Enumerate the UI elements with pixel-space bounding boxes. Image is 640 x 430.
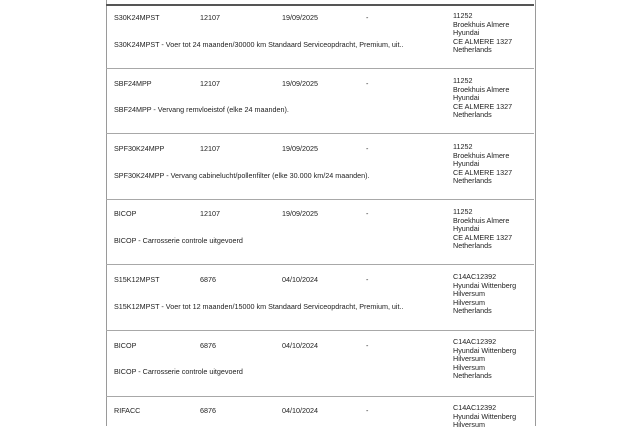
dealer-country: Netherlands [453,306,492,315]
operation-code: SBF24MPP [114,79,152,88]
status-value: - [366,79,369,88]
dealer-code: C14AC12392 [453,272,497,281]
status-value: - [366,275,369,284]
status-value: - [366,209,369,218]
service-date: 04/10/2024 [282,275,318,284]
operation-code: BICOP [114,209,137,218]
dealer-country: Netherlands [453,241,492,250]
dealer-country: Netherlands [453,371,492,380]
dealer-address: Hilversum [453,362,485,372]
status-value: - [366,144,369,153]
reference-number: 12107 [200,209,220,218]
dealer-code: C14AC12392 [453,403,497,412]
dealer-address: Hilversum [453,297,485,307]
row-divider [106,133,534,134]
operation-description: BICOP - Carrosserie controle uitgevoerd [114,236,243,245]
operation-description: BICOP - Carrosserie controle uitgevoerd [114,367,243,376]
dealer-info [453,12,512,55]
row-divider [106,4,534,6]
operation-description: S30K24MPST - Voer tot 24 maanden/30000 km Standaard Serviceopdracht, Premium, uit.. [114,40,404,49]
operation-code: SPF30K24MPP [114,144,165,153]
row-divider [106,396,534,397]
dealer-city: Hilversum [453,289,485,298]
row-divider [106,199,534,200]
dealer-brand: Hyundai [453,28,480,37]
dealer-brand: Hyundai [453,159,480,168]
dealer-name: Broekhuis Almere [453,84,510,94]
row-divider [106,330,534,331]
operation-description: SBF24MPP - Vervang remvloeistof (elke 24 maanden). [114,105,289,114]
dealer-info [453,143,512,186]
dealer-name: Broekhuis Almere [453,150,510,160]
reference-number: 12107 [200,13,220,22]
service-date: 19/09/2025 [282,209,318,218]
dealer-info [453,77,512,120]
operation-code: S15K12MPST [114,275,160,284]
dealer-country: Netherlands [453,45,492,54]
operation-code: BICOP [114,341,137,350]
service-date: 19/09/2025 [282,79,318,88]
reference-number: 6876 [200,406,216,415]
dealer-address: CE ALMERE 1327 [453,167,513,177]
reference-number: 6876 [200,341,216,350]
reference-number: 12107 [200,79,220,88]
dealer-name: Hyundai Wittenberg [453,411,517,421]
dealer-city: Hilversum [453,420,485,429]
dealer-name: Broekhuis Almere [453,19,510,29]
status-value: - [366,341,369,350]
status-value: - [366,13,369,22]
dealer-code: 11252 [453,11,473,20]
dealer-country: Netherlands [453,110,492,119]
row-divider [106,264,534,265]
row-divider [106,68,534,69]
service-date: 19/09/2025 [282,144,318,153]
operation-description: S15K12MPST - Voer tot 12 maanden/15000 km Standaard Serviceopdracht, Premium, uit.. [114,302,404,311]
service-date: 04/10/2024 [282,406,318,415]
dealer-info [453,208,512,251]
service-date: 19/09/2025 [282,13,318,22]
dealer-name: Hyundai Wittenberg [453,345,517,355]
dealer-country: Netherlands [453,176,492,185]
dealer-info [453,338,516,381]
dealer-code: C14AC12392 [453,337,497,346]
dealer-info [453,273,516,316]
dealer-name: Broekhuis Almere [453,215,510,225]
dealer-address: CE ALMERE 1327 [453,36,513,46]
service-date: 04/10/2024 [282,341,318,350]
dealer-brand: Hyundai [453,224,480,233]
operation-code: S30K24MPST [114,13,160,22]
dealer-brand: Hyundai [453,93,480,102]
status-value: - [366,406,369,415]
reference-number: 6876 [200,275,216,284]
dealer-name: Hyundai Wittenberg [453,280,517,290]
operation-description: SPF30K24MPP - Vervang cabinelucht/pollenfilter (elke 30.000 km/24 maanden). [114,171,370,180]
dealer-address: CE ALMERE 1327 [453,101,513,111]
dealer-code: 11252 [453,142,473,151]
operation-code: RIFACC [114,406,141,415]
dealer-address: CE ALMERE 1327 [453,232,513,242]
dealer-code: 11252 [453,76,473,85]
dealer-city: Hilversum [453,354,485,363]
reference-number: 12107 [200,144,220,153]
dealer-code: 11252 [453,207,473,216]
